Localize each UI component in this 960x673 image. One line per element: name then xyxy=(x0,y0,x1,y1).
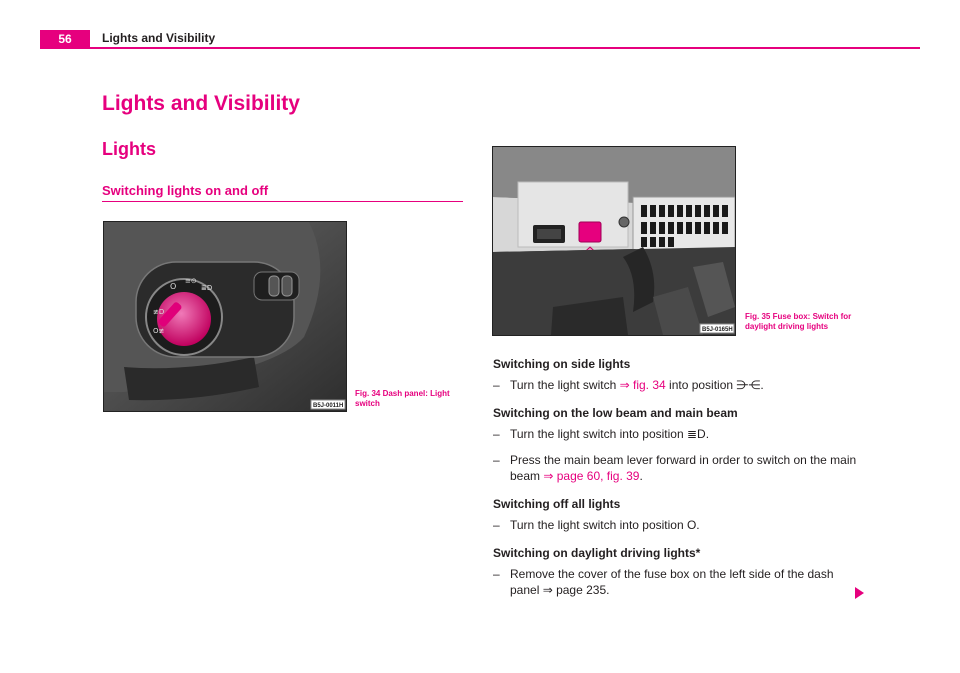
figure-id-35: B5J-0165H xyxy=(702,327,733,333)
list-item-side-lights xyxy=(493,377,863,393)
list-item-text: Turn the light switch into position O. xyxy=(510,518,700,532)
heading-lights-off: Switching off all lights xyxy=(493,497,621,511)
list-dash: – xyxy=(493,518,500,532)
continue-arrow-icon[interactable] xyxy=(855,587,864,599)
list-item-text: Turn the light switch into position ≣D. xyxy=(510,427,710,441)
list-item-text: Remove the cover of the fuse box on the left side of the dash panel ⇒ page 235. xyxy=(510,567,834,597)
running-header: Lights and Visibility xyxy=(102,31,216,45)
list-dash: – xyxy=(493,567,500,581)
list-dash: – xyxy=(493,453,500,467)
list-dash: – xyxy=(493,378,500,392)
list-item-main-beam xyxy=(493,452,863,484)
svg-text:≢D: ≢D xyxy=(153,308,165,316)
item-text: Press the main beam lever forward in order to switch on the main beam xyxy=(510,453,857,483)
svg-text:O: O xyxy=(170,282,177,291)
subsection-title: Switching lights on and off xyxy=(102,183,269,198)
list-item-low-beam xyxy=(493,426,863,442)
svg-text:≣D: ≣D xyxy=(201,284,213,292)
figure-caption-34: Fig. 34 Dash panel: Light switch xyxy=(355,389,450,408)
header-rule xyxy=(40,47,920,49)
item-text: Turn the light switch xyxy=(510,378,620,392)
list-dash: – xyxy=(493,427,500,441)
list-item-daylight xyxy=(493,566,863,598)
chapter-title: Lights and Visibility xyxy=(102,92,300,115)
item-text-end: into position ⋺⋲. xyxy=(665,378,764,392)
heading-daylight-lights: Switching on daylight driving lights* xyxy=(493,546,701,560)
list-item-lights-off xyxy=(493,517,863,533)
item-text-end: . xyxy=(639,469,643,483)
figure-light-switch xyxy=(103,221,347,412)
fig-34-link[interactable]: ⇒ fig. 34 xyxy=(619,378,666,392)
svg-text:O≢: O≢ xyxy=(153,327,165,335)
svg-text:≡⊙: ≡⊙ xyxy=(185,277,197,285)
list-item-text xyxy=(510,452,863,484)
heading-side-lights: Switching on side lights xyxy=(493,357,631,371)
list-item-text xyxy=(510,377,863,393)
figure-fuse-box xyxy=(492,146,736,336)
page-60-link[interactable]: ⇒ page 60, fig. 39 xyxy=(543,469,640,483)
section-title: Lights xyxy=(102,139,156,159)
light-switch-illustration xyxy=(104,222,346,411)
figure-id-34: B5J-0011H xyxy=(313,403,344,409)
heading-low-main-beam: Switching on the low beam and main beam xyxy=(493,406,738,420)
fuse-box-illustration xyxy=(493,147,735,335)
page-number: 56 xyxy=(40,30,90,48)
figure-caption-35: Fig. 35 Fuse box: Switch for daylight driving lights xyxy=(745,312,852,331)
subsection-rule xyxy=(102,201,463,202)
